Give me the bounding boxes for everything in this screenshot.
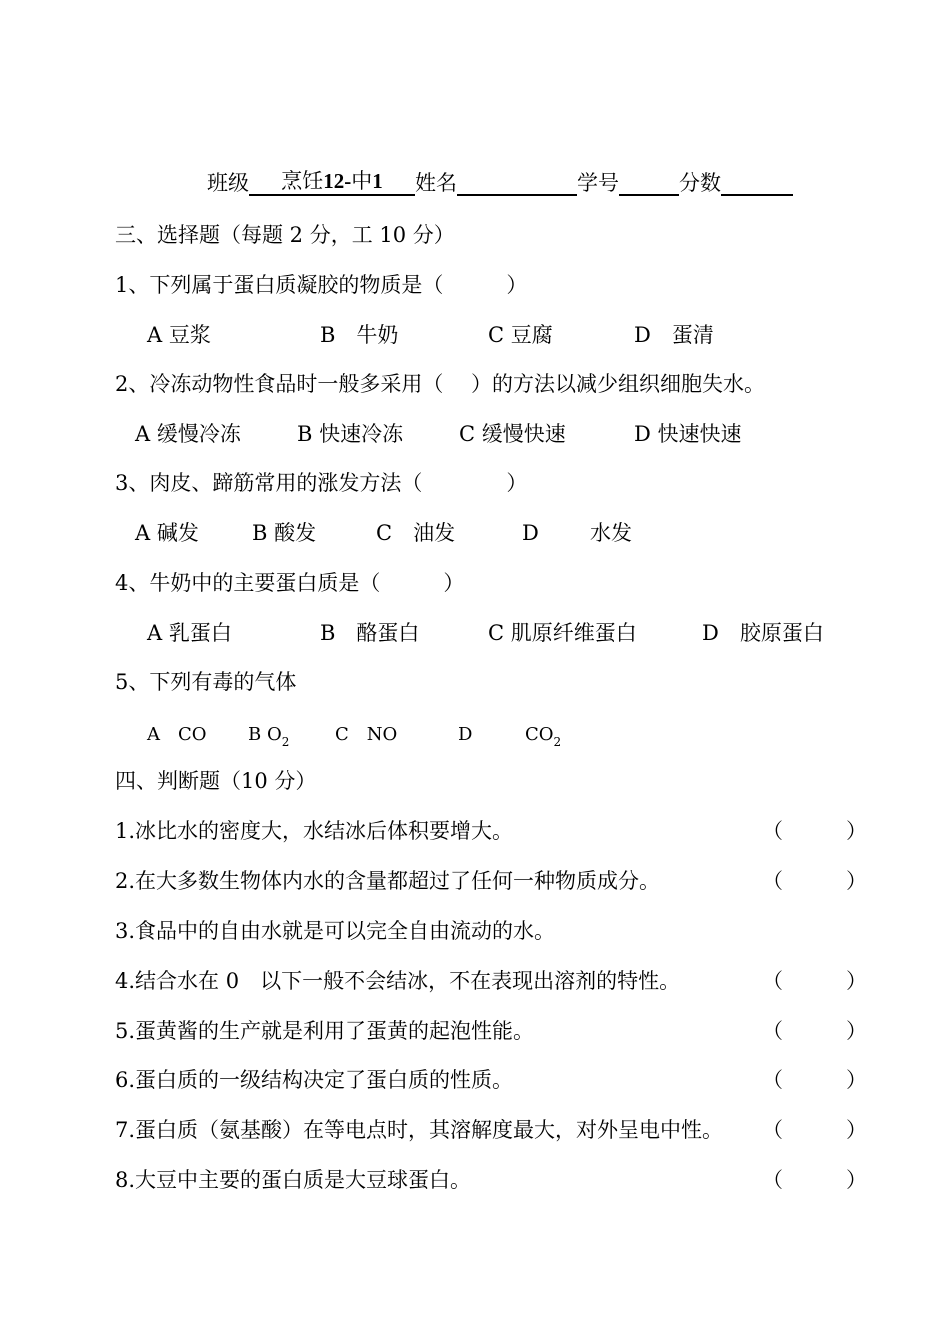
id-field [619, 168, 679, 196]
judge-item-6-answer: （ ） [762, 1068, 867, 1092]
judge-item-1: 1.冰比水的密度大，水结冰后体积要增大。 [115, 819, 514, 843]
question-5-stem: 5、下列有毒的气体 [115, 670, 297, 694]
q5-option-d-text: $CO_2$ [525, 724, 562, 749]
judge-item-5-answer: （ ） [762, 1019, 867, 1043]
id-label: 学号 [577, 171, 619, 195]
q1-option-b: B 牛奶 [320, 323, 399, 347]
q5-option-d: D [458, 724, 473, 745]
q3-option-d: D [522, 521, 539, 545]
q3-option-c: C 油发 [376, 521, 456, 545]
q1-option-a: A 豆浆 [147, 323, 211, 347]
q3-option-d-text: 水发 [590, 521, 632, 545]
judge-item-3: 3.食品中的自由水就是可以完全自由流动的水。 [115, 919, 556, 943]
question-3-stem: 3、肉皮、蹄筋常用的涨发方法（ ） [115, 471, 528, 495]
q2-option-b: B 快速冷冻 [297, 422, 404, 446]
q1-option-c: C 豆腐 [488, 323, 553, 347]
class-field: 烹饪12-中1 [249, 168, 415, 196]
judge-item-2: 2.在大多数生物体内水的含量都超过了任何一种物质成分。 [115, 869, 661, 893]
score-label: 分数 [679, 171, 721, 195]
question-4-stem: 4、牛奶中的主要蛋白质是（ ） [115, 571, 465, 595]
q1-option-d: D 蛋清 [634, 323, 714, 347]
q2-option-d: D 快速快速 [634, 422, 742, 446]
judge-item-2-answer: （ ） [762, 869, 867, 893]
judge-item-7-answer: （ ） [762, 1118, 867, 1142]
q5-option-c: C NO [335, 724, 398, 745]
judge-item-6: 6.蛋白质的一级结构决定了蛋白质的性质。 [115, 1068, 514, 1092]
q4-option-a: A 乳蛋白 [147, 621, 232, 645]
q4-option-d: D 胶原蛋白 [702, 621, 824, 645]
class-label: 班级 [207, 171, 249, 195]
q2-option-a: A 缓慢冷冻 [135, 422, 241, 446]
q5-option-b: B $O_2$ [248, 724, 290, 749]
question-2-stem: 2、冷冻动物性食品时一般多采用（ ）的方法以减少组织细胞失水。 [115, 372, 766, 396]
score-field [721, 168, 793, 196]
judge-item-8: 8.大豆中主要的蛋白质是大豆球蛋白。 [115, 1168, 472, 1192]
judge-item-5: 5.蛋黄酱的生产就是利用了蛋黄的起泡性能。 [115, 1019, 535, 1043]
question-1-stem: 1、下列属于蛋白质凝胶的物质是（ ） [115, 273, 528, 297]
q3-option-b: B 酸发 [252, 521, 317, 545]
judge-item-4-answer: （ ） [762, 969, 867, 993]
judge-item-7: 7.蛋白质（氨基酸）在等电点时，其溶解度最大，对外呈电中性。 [115, 1118, 724, 1142]
section4-title: 四、判断题（10 分） [115, 769, 317, 793]
q4-option-c: C 肌原纤维蛋白 [488, 621, 637, 645]
section3-title: 三、选择题（每题 2 分，工 10 分） [115, 223, 455, 247]
q2-option-c: C 缓慢快速 [459, 422, 566, 446]
name-label: 姓名 [415, 171, 457, 195]
judge-item-4: 4.结合水在 0 以下一般不会结冰，不在表现出溶剂的特性。 [115, 969, 681, 993]
q3-option-a: A 碱发 [135, 521, 199, 545]
judge-item-1-answer: （ ） [762, 819, 867, 843]
q4-option-b: B 酪蛋白 [320, 621, 420, 645]
judge-item-8-answer: （ ） [762, 1168, 867, 1192]
exam-header [207, 168, 793, 196]
q5-option-a: A CO [147, 724, 207, 745]
name-field [457, 168, 577, 196]
